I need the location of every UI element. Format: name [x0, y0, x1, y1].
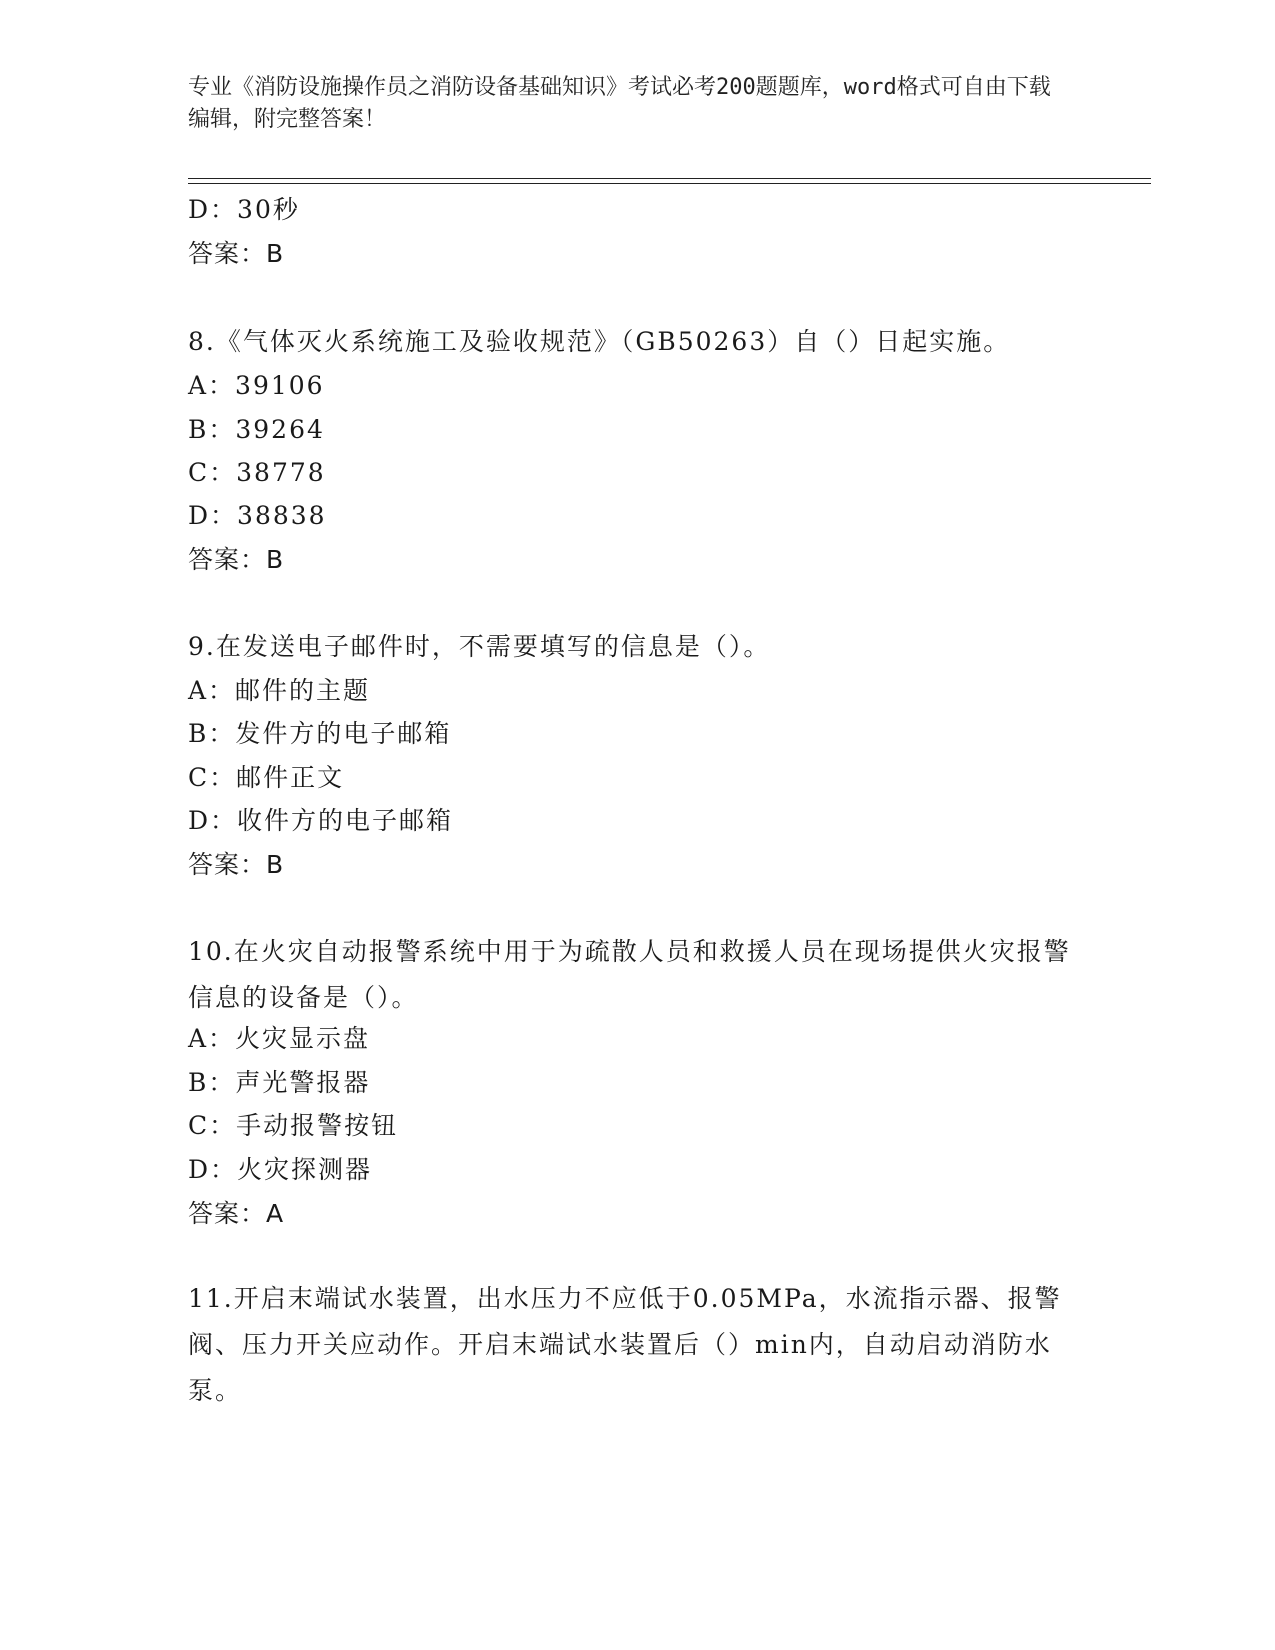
q9-answer: 答案：B [188, 850, 285, 879]
q8-option-d: D：38838 [188, 501, 327, 530]
q7-answer: 答案：B [188, 239, 285, 268]
q8-option-c: C：38778 [188, 458, 326, 487]
q8-stem: 8.《气体灭火系统施工及验收规范》（GB50263）自（）日起实施。 [188, 327, 1011, 356]
q10-option-c: C：手动报警按钮 [188, 1111, 399, 1140]
q10-answer: 答案：A [188, 1199, 285, 1228]
page-header: 专业《消防设施操作员之消防设备基础知识》考试必考200题题库，word格式可自由下载编辑，附完整答案！ [188, 75, 1051, 132]
q9-stem: 9.在发送电子邮件时，不需要填写的信息是（）。 [188, 632, 771, 661]
q9-option-b: B：发件方的电子邮箱 [188, 719, 452, 748]
q9-option-d: D：收件方的电子邮箱 [188, 806, 454, 835]
q10-option-b: B：声光警报器 [188, 1068, 371, 1097]
q10-option-a: A：火灾显示盘 [188, 1024, 371, 1053]
q8-option-a: A：39106 [188, 371, 325, 400]
q9-option-c: C：邮件正文 [188, 763, 345, 792]
header-divider [188, 178, 1151, 179]
q8-option-b: B：39264 [188, 415, 325, 444]
header-divider-second [188, 183, 1151, 184]
q8-answer: 答案：B [188, 545, 285, 574]
q10-option-d: D：火灾探测器 [188, 1155, 373, 1184]
q7-option-d: D：30秒 [188, 195, 300, 224]
q9-option-a: A：邮件的主题 [188, 676, 371, 705]
q10-stem: 10.在火灾自动报警系统中用于为疏散人员和救援人员在现场提供火灾报警信息的设备是（）。 [188, 937, 1071, 1012]
q11-stem: 11.开启末端试水装置，出水压力不应低于0.05MPa，水流指示器、报警阀、压力开关应动作。开启末端试水装置后（）min内，自动启动消防水泵。 [188, 1284, 1062, 1405]
